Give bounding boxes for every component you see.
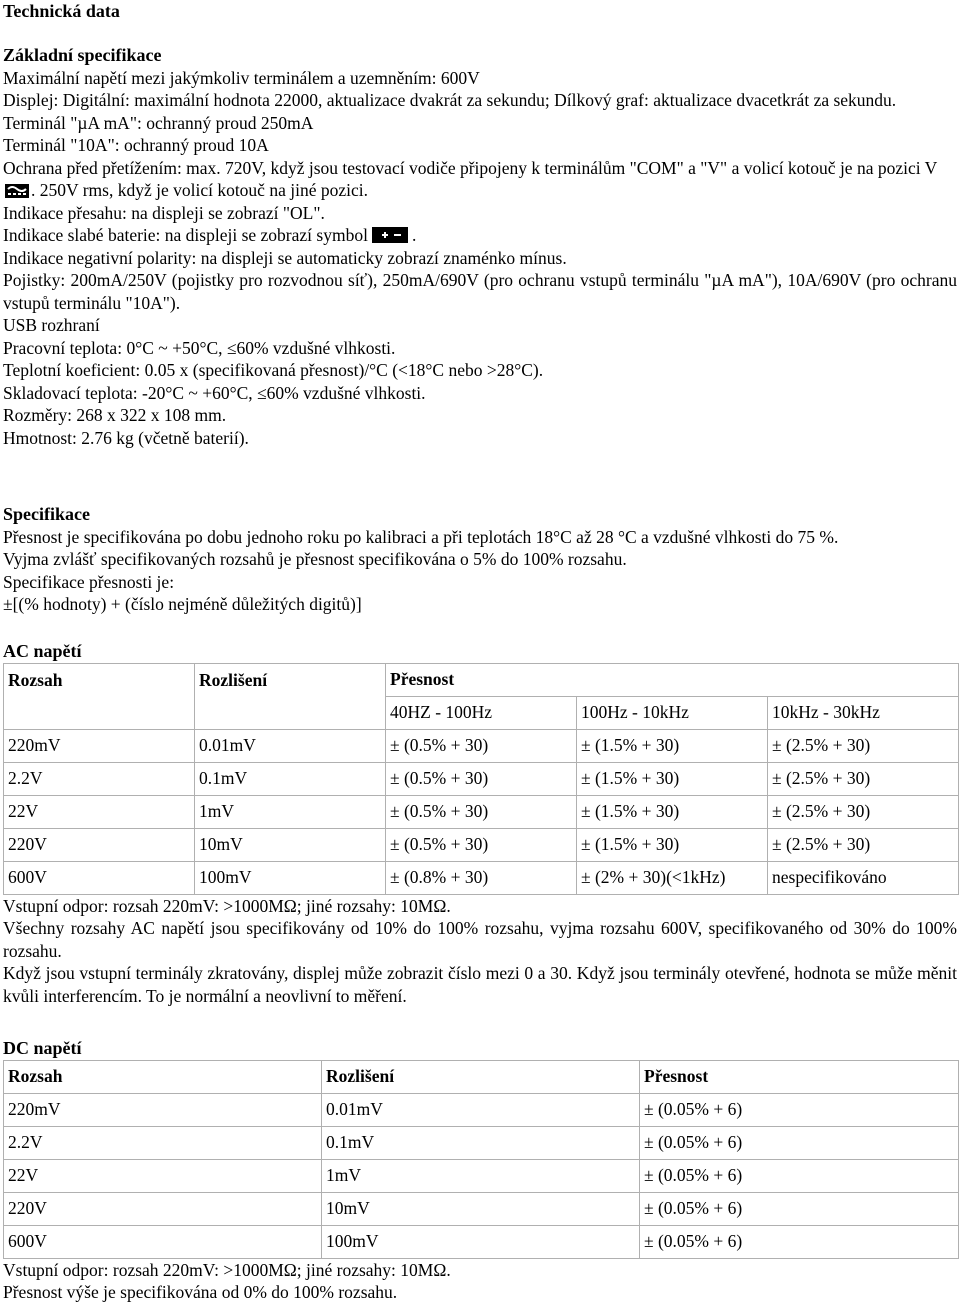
table-row xyxy=(4,795,959,828)
note-line: Vstupní odpor: rozsah 220mV: >1000MΩ; jiné rozsahy: 10MΩ. xyxy=(3,895,451,916)
table-cell: 1mV xyxy=(195,795,386,828)
spec-line: Skladovací teplota: -20°C ~ +60°C, ≤60% vzdušné vlhkosti. xyxy=(3,382,426,403)
dc-voltage-heading: DC napětí xyxy=(3,1038,82,1058)
table-cell: ± (0.8% + 30) xyxy=(386,861,577,894)
ac-voltage-table xyxy=(3,663,959,895)
table-cell: 2.2V xyxy=(4,762,195,795)
spec-text: . 250V rms, když je volicí kotouč na jiné pozici. xyxy=(31,180,368,200)
table-cell: 0.01mV xyxy=(195,729,386,762)
table-cell: ± (0.05% + 6) xyxy=(640,1159,959,1192)
table-cell: ± (2.5% + 30) xyxy=(768,795,959,828)
table-cell: ± (0.5% + 30) xyxy=(386,795,577,828)
table-cell: ± (0.05% + 6) xyxy=(640,1192,959,1225)
table-cell: ± (1.5% + 30) xyxy=(577,828,768,861)
table-cell: ± (1.5% + 30) xyxy=(577,795,768,828)
table-cell: 600V xyxy=(4,861,195,894)
basic-specs-section xyxy=(3,44,957,449)
spec-line: ±[(% hodnoty) + (číslo nejméně důležitých digitů)] xyxy=(3,594,362,614)
table-row xyxy=(4,828,959,861)
spec-line: USB rozhraní xyxy=(3,315,100,335)
table-cell: ± (0.05% + 6) xyxy=(640,1093,959,1126)
table-cell: 100mV xyxy=(195,861,386,894)
spec-line: Terminál "µA mA": ochranný proud 250mA xyxy=(3,112,314,133)
note-line: Všechny rozsahy AC napětí jsou specifikovány od 10% do 100% rozsahu, vyjma rozsahu 600V, specifikovaného od 30% do 100% rozsahu. xyxy=(3,918,957,961)
spec-line: Terminál "10A": ochranný proud 10A xyxy=(3,135,269,155)
spec-line: Pojistky: 200mA/250V (pojistky pro rozvodnou síť), 250mA/690V (pro ochranu vstupů terminálu "µA mA"), 10A/690V (pro ochranu vstupů terminálu "10A"). xyxy=(3,270,957,313)
table-cell: nespecifikováno xyxy=(768,861,959,894)
table-cell: ± (2% + 30)(<1kHz) xyxy=(577,861,768,894)
header-accuracy: Přesnost xyxy=(640,1060,959,1093)
spec-text: Ochrana před přetížením: max. 720V, když jsou testovací vodiče připojeny k terminálům "COM" a "V" a volicí kotouč je na pozici V xyxy=(3,157,938,178)
dc-voltage-table xyxy=(3,1060,959,1259)
spec-line: Indikace přesahu: na displeji se zobrazí "OL". xyxy=(3,202,325,223)
low-battery-line xyxy=(3,224,957,247)
spec-line: Maximální napětí mezi jakýmkoliv terminálem a uzemněním: 600V xyxy=(3,67,480,88)
table-header-row xyxy=(4,1060,959,1093)
table-cell: ± (2.5% + 30) xyxy=(768,762,959,795)
header-resolution: Rozlišení xyxy=(195,663,386,729)
table-cell: ± (0.5% + 30) xyxy=(386,762,577,795)
table-row xyxy=(4,729,959,762)
table-cell: 10mV xyxy=(322,1192,640,1225)
table-cell: ± (2.5% + 30) xyxy=(768,828,959,861)
spec-line: Hmotnost: 2.76 kg (včetně baterií). xyxy=(3,427,249,448)
spec-line: Rozměry: 268 x 322 x 108 mm. xyxy=(3,405,227,425)
header-resolution: Rozlišení xyxy=(322,1060,640,1093)
table-cell: 220V xyxy=(4,1192,322,1225)
dc-voltage-section xyxy=(3,1037,957,1304)
table-cell: 1mV xyxy=(322,1159,640,1192)
table-header-row xyxy=(4,663,959,696)
table-cell: ± (0.05% + 6) xyxy=(640,1225,959,1258)
spec-line: Přesnost je specifikována po dobu jednoho roku po kalibraci a při teplotách 18°C až 28 °C a vzdušné vlhkosti do 75 %. xyxy=(3,526,839,547)
table-cell: 600V xyxy=(4,1225,322,1258)
spec-line: Vyjma zvlášť specifikovaných rozsahů je přesnost specifikována o 5% do 100% rozsahu. xyxy=(3,549,627,569)
spec-line: Specifikace přesnosti je: xyxy=(3,571,175,592)
table-row xyxy=(4,1093,959,1126)
table-cell: 0.1mV xyxy=(322,1126,640,1159)
table-row xyxy=(4,762,959,795)
table-cell: 220mV xyxy=(4,729,195,762)
table-cell: ± (1.5% + 30) xyxy=(577,762,768,795)
table-cell: 220V xyxy=(4,828,195,861)
table-cell: 2.2V xyxy=(4,1126,322,1159)
table-row xyxy=(4,1192,959,1225)
table-cell: ± (0.05% + 6) xyxy=(640,1126,959,1159)
table-cell: 22V xyxy=(4,795,195,828)
table-cell: ± (2.5% + 30) xyxy=(768,729,959,762)
header-freq-2: 100Hz - 10kHz xyxy=(577,696,768,729)
table-cell: 22V xyxy=(4,1159,322,1192)
spec-line: Pracovní teplota: 0°C ~ +50°C, ≤60% vzdušné vlhkosti. xyxy=(3,337,396,358)
spec-line: Indikace negativní polarity: na displeji se automaticky zobrazí znaménko mínus. xyxy=(3,247,567,268)
ac-voltage-symbol-icon xyxy=(4,181,30,195)
spec-text: . xyxy=(411,225,417,245)
table-cell: ± (0.5% + 30) xyxy=(386,729,577,762)
header-accuracy: Přesnost xyxy=(386,663,959,696)
header-range: Rozsah xyxy=(4,663,195,729)
header-freq-1: 40HZ - 100Hz xyxy=(386,696,577,729)
low-battery-icon xyxy=(372,226,408,242)
basic-specs-heading: Základní specifikace xyxy=(3,45,162,65)
accuracy-heading: Specifikace xyxy=(3,504,90,524)
table-cell: 10mV xyxy=(195,828,386,861)
table-cell: 0.01mV xyxy=(322,1093,640,1126)
header-freq-3: 10kHz - 30kHz xyxy=(768,696,959,729)
spec-line: Displej: Digitální: maximální hodnota 22000, aktualizace dvakrát za sekundu; Dílkový graf: aktualizace dvacetkrát za sekundu. xyxy=(3,90,897,110)
header-range: Rozsah xyxy=(4,1060,322,1093)
spec-line: Teplotní koeficient: 0.05 x (specifikovaná přesnost)/°C (<18°C nebo >28°C). xyxy=(3,360,544,380)
table-cell: 0.1mV xyxy=(195,762,386,795)
note-line: Když jsou vstupní terminály zkratovány, displej může zobrazit číslo mezi 0 a 30. Když jsou terminály otevřené, hodnota se může měnit kvůli interferencím. To je normální a neovlivní to měření. xyxy=(3,963,957,1006)
table-row xyxy=(4,1126,959,1159)
table-cell: ± (1.5% + 30) xyxy=(577,729,768,762)
overload-protection-line xyxy=(3,157,957,202)
note-line: Vstupní odpor: rozsah 220mV: >1000MΩ; jiné rozsahy: 10MΩ. xyxy=(3,1259,451,1280)
spec-text: Indikace slabé baterie: na displeji se zobrazí symbol xyxy=(3,225,368,245)
ac-voltage-section xyxy=(3,640,957,1007)
table-cell: ± (0.5% + 30) xyxy=(386,828,577,861)
table-row xyxy=(4,1225,959,1258)
accuracy-section xyxy=(3,503,957,616)
ac-voltage-heading: AC napětí xyxy=(3,641,82,661)
table-row xyxy=(4,1159,959,1192)
table-cell: 100mV xyxy=(322,1225,640,1258)
table-cell: 220mV xyxy=(4,1093,322,1126)
page-title: Technická data xyxy=(3,1,120,21)
note-line: Přesnost výše je specifikována od 0% do 100% rozsahu. xyxy=(3,1282,398,1302)
table-row xyxy=(4,861,959,894)
